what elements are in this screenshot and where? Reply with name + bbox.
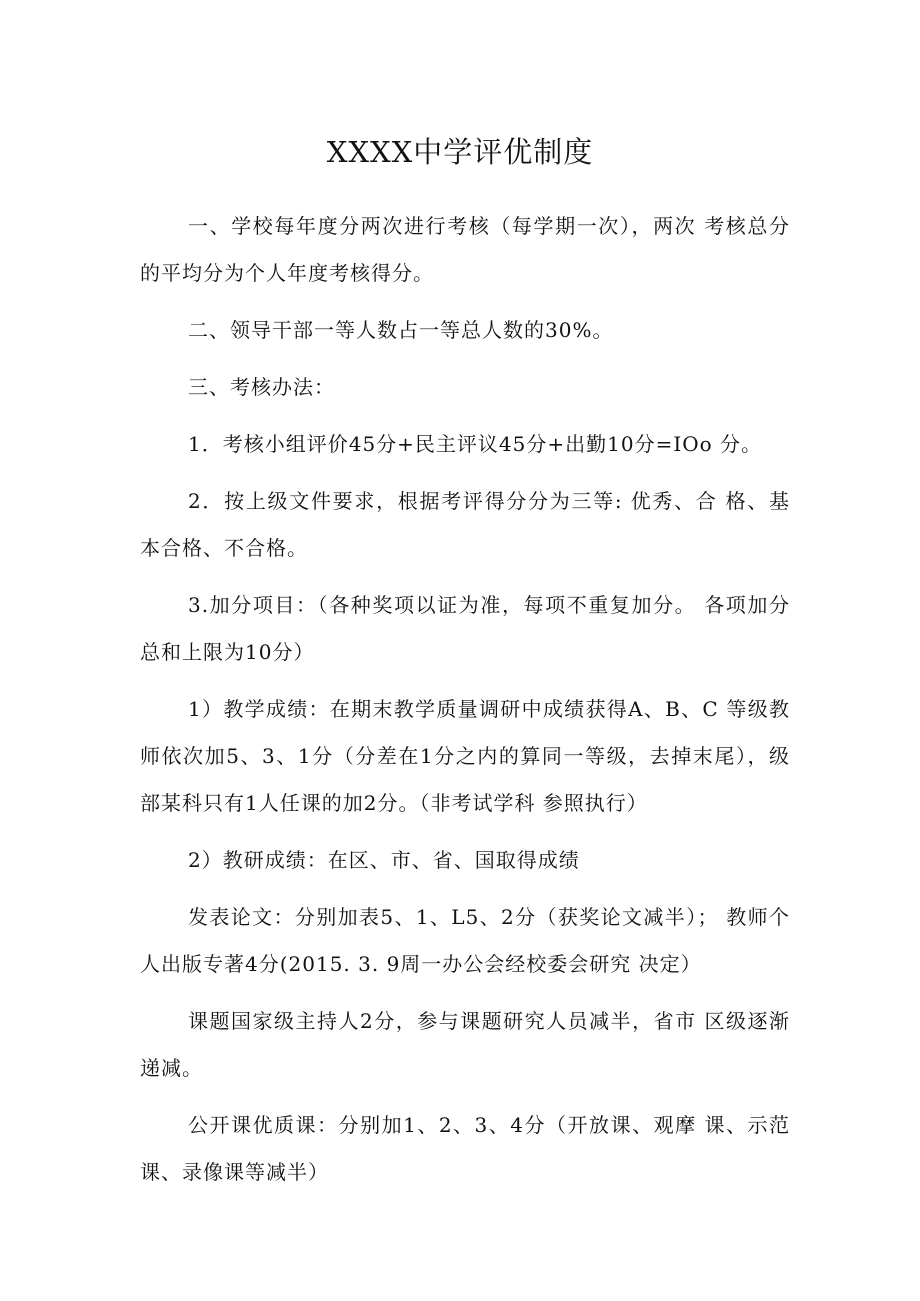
paragraph-research-projects: 课题国家级主持人2分，参与课题研究人员减半，省市 区级逐渐递减。 bbox=[140, 1009, 790, 1080]
paragraph-open-classes: 公开课优质课：分别加1、2、3、4分（开放课、观摩 课、示范课、录像课等减半） bbox=[140, 1113, 790, 1184]
paragraph-research-results: 2）教研成绩：在区、市、省、国取得成绩 bbox=[188, 848, 580, 872]
document-title: XXXX中学评优制度 bbox=[326, 135, 594, 169]
document-body bbox=[140, 203, 790, 1206]
paragraph-leader-quota: 二、领导干部一等人数占一等总人数的30%。 bbox=[188, 318, 614, 342]
paragraph-assessment-frequency: 一、学校每年度分两次进行考核（每学期一次），两次 考核总分的平均分为个人年度考核得分。 bbox=[140, 214, 790, 285]
paragraph-assessment-method-heading: 三、考核办法： bbox=[188, 375, 335, 399]
paragraph-bonus-items: 3.加分项目：（各种奖项以证为准，每项不重复加分。 各项加分总和上限为10分） bbox=[140, 593, 790, 664]
paragraph-score-composition: 1．考核小组评价45分+民主评议45分+出勤10分=IOo 分。 bbox=[188, 432, 763, 456]
paragraph-teaching-results: 1）教学成绩：在期末教学质量调研中成绩获得A、B、C 等级教师依次加5、3、1分（分差在1分之内的算同一等级，去掉末尾），级部某科只有1人任课的加2分。（非考试学科 参照执行） bbox=[140, 697, 790, 815]
paragraph-grade-levels: 2．按上级文件要求，根据考评得分分为三等: 优秀、合 格、基本合格、不合格。 bbox=[140, 489, 790, 560]
paragraph-published-papers: 发表论文：分别加表5、1、L5、2分（获奖论文减半）； 教师个人出版专著4分(2015. 3. 9周一办公会经校委会研究 决定） bbox=[140, 905, 790, 976]
